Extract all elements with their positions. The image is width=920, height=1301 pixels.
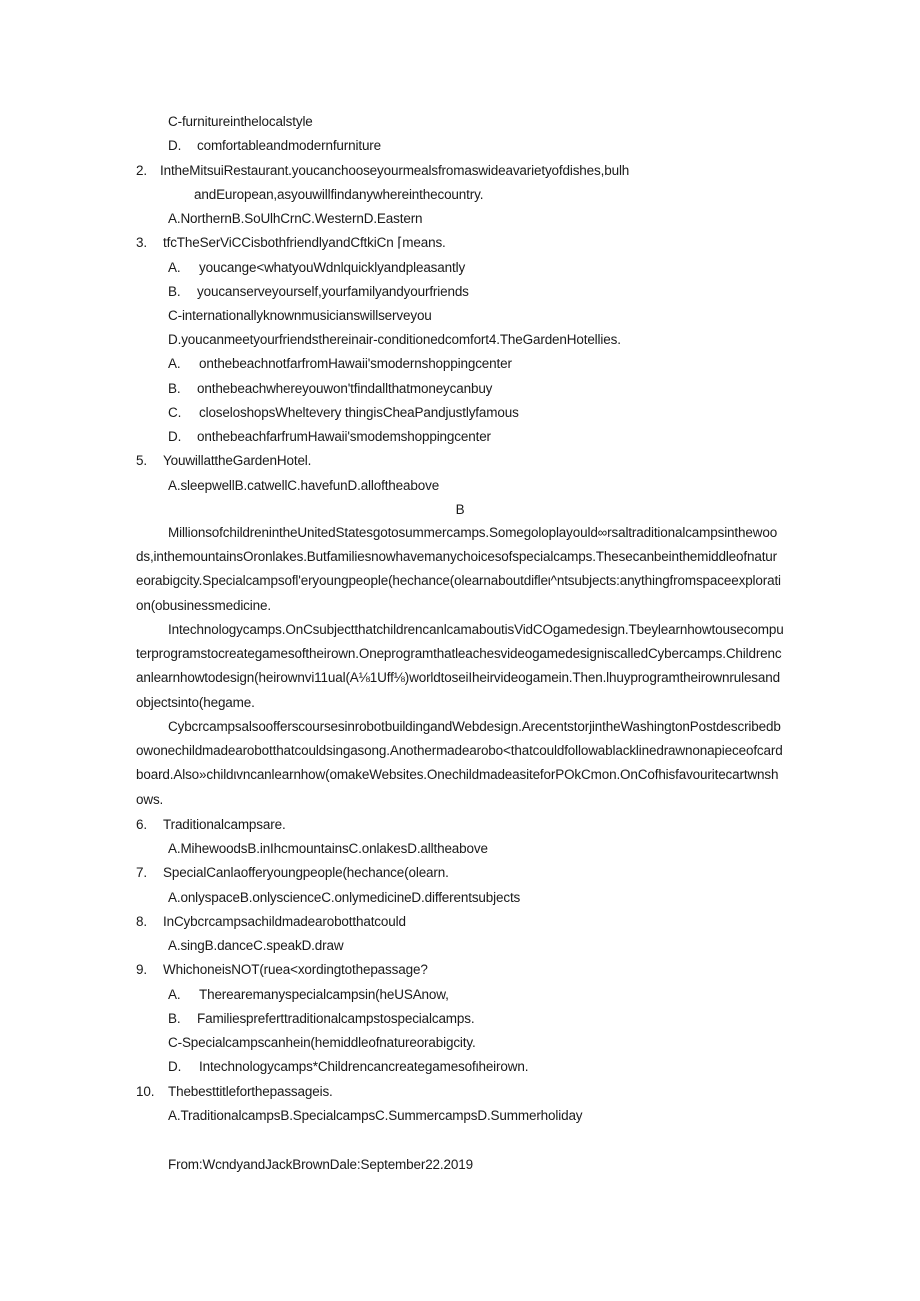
q3-option-d-and-q4-stem: D.youcanmeetyourfriendsthereinair-conditionedcomfort4.TheGardenHotellies. xyxy=(168,332,621,347)
q10-stem: Thebesttitleforthepassageis. xyxy=(168,1084,333,1099)
q1-option-c: C-furnitureinthelocalstyle xyxy=(168,114,313,129)
q10-number: 10. xyxy=(136,1084,155,1099)
q5-stem: YouwillattheGardenHotel. xyxy=(163,453,312,468)
q2-stem-line2: andEuropean,asyouwillfindanywhereinthecountry. xyxy=(194,187,484,202)
q3-number: 3. xyxy=(136,235,147,250)
letter-header-line: From:WcndyandJackBrownDale:September22.2019 xyxy=(168,1157,473,1172)
q9-number: 9. xyxy=(136,962,147,977)
q3-stem: tfcTheSerViCCisbothfriendlyandCftkiCn ⌈means. xyxy=(163,235,446,250)
q10-options: A.TraditionalcampsB.SpecialcampsC.SummercampsD.Summerholiday xyxy=(168,1108,583,1123)
q3-option-a-text: youcange<whatyouWdnlquicklyandpleasantly xyxy=(199,260,466,275)
passage-paragraph-3-text: CybcrcampsalsoofferscoursesinrobotbuildingandWebdesign.ArecentstorjintheWashingtonPostdescribedbowonechildmadearobotthatcouldsingasong.Anothermadearobo<thatcouldfollowablacklinedrawnonapieceofcardboard.Also»childιvncanlearnhow(omakeWebsites.OnechildmadeasiteforPOkCmon.OnCofhisfavouritecartwnshows. xyxy=(136,719,783,807)
q9-option-a-label: A. xyxy=(168,987,181,1002)
passage-paragraph-2 xyxy=(136,618,784,715)
q6-stem: Traditionalcampsare. xyxy=(163,817,286,832)
q9-stem: WhichoneisNOT(ruea<xordingtothepassage? xyxy=(163,962,428,977)
q9-option-b-label: B. xyxy=(168,1011,181,1026)
q9-option-a-text: Therearemanyspecialcampsin(heUSAnow, xyxy=(199,987,449,1002)
passage-paragraph-3 xyxy=(136,715,784,812)
q9-option-c: C-Specialcampscanhein(hemiddleofnatureorabigcity. xyxy=(168,1035,476,1050)
q5-number: 5. xyxy=(136,453,147,468)
q2-stem-line1: IntheMitsuiRestaurant.youcanchooseyourmealsfromaswideavarietyofdishes,bulh xyxy=(160,163,630,178)
q7-stem: SpecialCanlaofferyoungpeople(hechance(olearn. xyxy=(163,865,449,880)
q4-option-c-label: C. xyxy=(168,405,182,420)
q4-option-b-label: B. xyxy=(168,381,181,396)
q8-stem: InCybcrcampsachildmadearobotthatcould xyxy=(163,914,406,929)
q4-option-a-text: onthebeachnotfarfromHawaii'smodernshoppingcenter xyxy=(199,356,512,371)
q6-options: A.MihewoodsB.inIhcmountainsC.onlakesD.alltheabove xyxy=(168,841,488,856)
section-heading-b: B xyxy=(455,502,465,517)
q6-number: 6. xyxy=(136,817,147,832)
q8-number: 8. xyxy=(136,914,147,929)
q5-options: A.sleepwellB.catwellC.havefunD.alloftheabove xyxy=(168,478,440,493)
q1-option-d-label: D. xyxy=(168,138,182,153)
q3-option-b-text: youcanserveyourself,yourfamilyandyourfriends xyxy=(197,284,469,299)
q7-options: A.onlyspaceB.onlyscienceC.onlymedicineD.differentsubjects xyxy=(168,890,521,905)
q1-option-d-text: comfortableandmodernfurniture xyxy=(197,138,382,153)
q2-number: 2. xyxy=(136,163,147,178)
passage-paragraph-2-text: Intechnologycamps.OnCsubjectthatchildrencanlcamaboutisVidCOgamedesign.Tbeylearnhowtousecomputerprogramstocreategamesoftheirown.OneprogramthatleachesvideogamedesigniscalledCybercamps.Childrencanlearnhowtodesign(heirownvi11ual(A⅛1Uff⅛)worldtoseiIheirvideogamein.Then.lhuyprogramtheirownrulesandobjectsinto(hegame. xyxy=(136,622,784,710)
q4-option-b-text: onthebeachwhereyouwon'tfindallthatmoneycanbuy xyxy=(197,381,493,396)
q3-option-c: C-internationallyknownmusicianswillserveyou xyxy=(168,308,432,323)
q4-option-d-label: D. xyxy=(168,429,182,444)
q9-option-b-text: Familiespreferttraditionalcampstospecialcamps. xyxy=(197,1011,475,1026)
q2-options: A.NorthernB.SoUlhCrnC.WesternD.Eastern xyxy=(168,211,423,226)
q4-option-d-text: onthebeachfarfrumHawaii'smodemshoppingcenter xyxy=(197,429,491,444)
passage-paragraph-1 xyxy=(136,521,784,618)
q8-options: A.singB.danceC.speakD.draw xyxy=(168,938,344,953)
passage-paragraph-1-text: MillionsofchildrenintheUnitedStatesgotosummercamps.Somegoloplayould∞rsaltraditionalcampsinthewoods,inthemountainsOronlakes.Butfamiliesnowhavemanychoicesofspecialcamps.Thesecanbeinthemiddleofnatureorabigcity.Specialcampsofl'eryoungpeople(hechance(olearnaboutdifleι^ntsubjects:anythingfromspaceexploration(obusinessmedicine. xyxy=(136,525,781,613)
q3-option-a-label: A. xyxy=(168,260,181,275)
q3-option-b-label: B. xyxy=(168,284,181,299)
q9-option-d-label: D. xyxy=(168,1059,182,1074)
q7-number: 7. xyxy=(136,865,147,880)
q4-option-a-label: A. xyxy=(168,356,181,371)
q4-option-c-text: closeloshopsWheltevery thingisCheaPandjustlyfamous xyxy=(199,405,519,420)
q9-option-d-text: Intechnologycamps*Childrencancreategamesofιheirown. xyxy=(199,1059,529,1074)
